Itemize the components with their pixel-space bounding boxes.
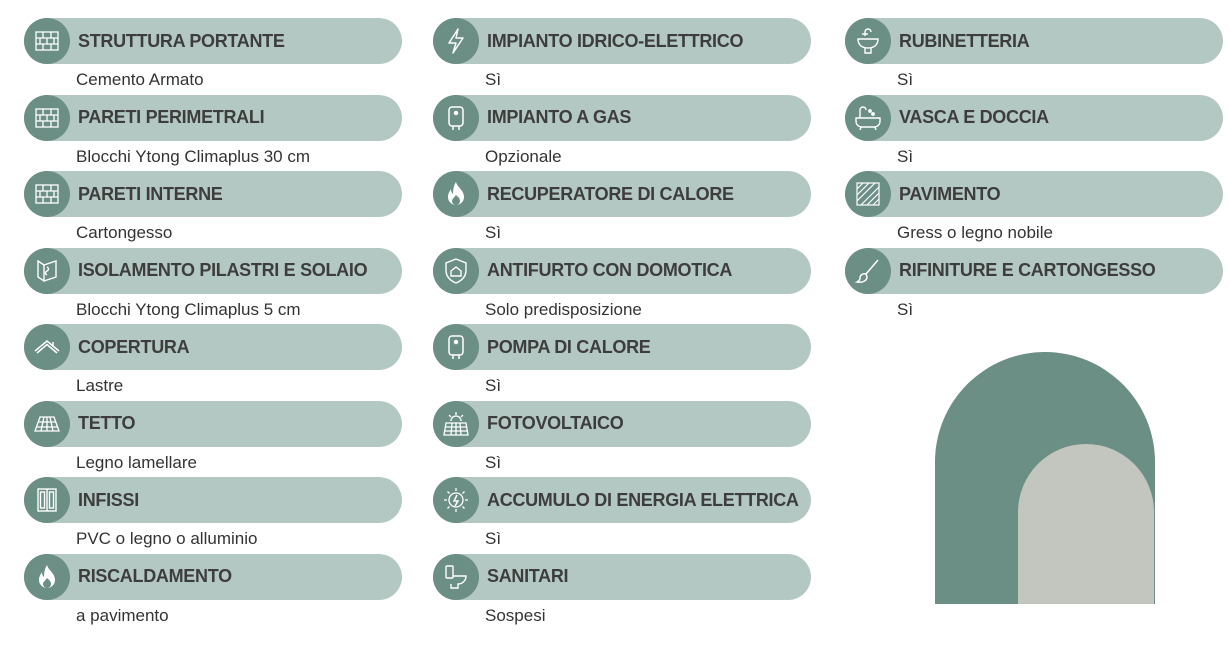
spec-value: Cemento Armato — [76, 70, 204, 89]
spec-value: Cartongesso — [76, 223, 173, 242]
decorative-arch — [935, 352, 1155, 604]
spec-item-infissi — [24, 477, 402, 554]
spec-value: Sì — [485, 376, 502, 395]
flame-icon — [433, 171, 479, 217]
spec-item-impianto-idrico-elettrico — [433, 18, 811, 95]
spec-pill — [24, 18, 402, 64]
spec-value: Sì — [485, 70, 502, 89]
brick-wall-icon — [24, 18, 70, 64]
window-icon — [24, 477, 70, 523]
spec-value: Blocchi Ytong Climaplus 30 cm — [76, 146, 311, 166]
spec-title: COPERTURA — [78, 336, 190, 357]
paintbrush-icon — [845, 248, 891, 294]
spec-pill — [24, 171, 402, 217]
lightning-icon — [433, 18, 479, 64]
spec-title: PARETI PERIMETRALI — [78, 107, 265, 127]
spec-title: IMPIANTO A GAS — [487, 107, 632, 127]
spec-value: Gress o legno nobile — [897, 223, 1053, 242]
spec-value: Sospesi — [485, 605, 546, 625]
spec-item-pareti-perimetrali — [24, 95, 402, 172]
spec-item-rubinetteria — [845, 18, 1223, 95]
spec-pill — [845, 18, 1223, 64]
spec-title: ACCUMULO DI ENERGIA ELETTRICA — [487, 489, 799, 510]
spec-title: IMPIANTO IDRICO-ELETTRICO — [487, 30, 744, 51]
spec-title: RECUPERATORE DI CALORE — [487, 183, 734, 204]
spec-title: PARETI INTERNE — [78, 183, 223, 204]
spec-item-pareti-interne — [24, 171, 402, 248]
spec-value: Legno lamellare — [76, 452, 197, 472]
spec-pill — [433, 95, 811, 141]
boiler-icon — [433, 95, 479, 141]
insulation-icon — [24, 248, 70, 294]
spec-value: Solo predisposizione — [485, 299, 642, 319]
spec-item-accumulo — [433, 477, 811, 554]
spec-pill — [433, 18, 811, 64]
spec-pill — [24, 477, 402, 523]
spec-pill — [433, 248, 811, 294]
spec-title: PAVIMENTO — [899, 183, 1001, 204]
spec-value: Opzionale — [485, 146, 562, 166]
energy-storage-icon — [433, 477, 479, 523]
spec-value: Sì — [897, 146, 914, 166]
spec-value: Sì — [897, 70, 914, 89]
spec-pill — [433, 324, 811, 370]
column-structure — [24, 18, 402, 630]
spec-value: Sì — [485, 529, 502, 548]
spec-pill — [845, 95, 1223, 141]
brick-wall-icon — [24, 95, 70, 141]
spec-value: Sì — [485, 223, 502, 242]
spec-pill — [845, 248, 1223, 294]
spec-pill — [24, 554, 402, 600]
spec-item-copertura — [24, 324, 402, 401]
solar-panel-icon — [433, 401, 479, 447]
spec-item-recuperatore — [433, 171, 811, 248]
spec-item-pompa-calore — [433, 324, 811, 401]
spec-title: RIFINITURE E CARTONGESSO — [899, 260, 1156, 280]
spec-pill — [24, 324, 402, 370]
spec-item-rifiniture — [845, 248, 1223, 325]
spec-title: RISCALDAMENTO — [78, 566, 232, 586]
sink-faucet-icon — [845, 18, 891, 64]
spec-title: ISOLAMENTO PILASTRI E SOLAIO — [78, 260, 368, 280]
spec-value: PVC o legno o alluminio — [76, 529, 258, 548]
spec-value: Sì — [485, 452, 502, 472]
spec-value: a pavimento — [76, 605, 169, 625]
spec-pill — [433, 477, 811, 523]
spec-item-tetto — [24, 401, 402, 478]
arch-inner — [1018, 444, 1154, 604]
spec-item-antifurto — [433, 248, 811, 325]
bathtub-icon — [845, 95, 891, 141]
spec-item-isolamento — [24, 248, 402, 325]
spec-pill — [24, 248, 402, 294]
spec-item-riscaldamento — [24, 554, 402, 631]
boiler-icon — [433, 324, 479, 370]
spec-pill — [433, 171, 811, 217]
spec-item-fotovoltaico — [433, 401, 811, 478]
spec-value: Sì — [897, 299, 914, 319]
toilet-icon — [433, 554, 479, 600]
spec-value: Blocchi Ytong Climaplus 5 cm — [76, 299, 301, 319]
spec-item-vasca-doccia — [845, 95, 1223, 172]
spec-title: VASCA E DOCCIA — [899, 107, 1049, 127]
floor-tiles-icon — [845, 171, 891, 217]
spec-title: POMPA DI CALORE — [487, 336, 651, 357]
shield-home-icon — [433, 248, 479, 294]
spec-title: FOTOVOLTAICO — [487, 413, 624, 433]
roof-tiles-icon — [24, 401, 70, 447]
spec-pill — [433, 554, 811, 600]
column-systems — [433, 18, 811, 630]
spec-pill — [24, 95, 402, 141]
spec-pill — [24, 401, 402, 447]
brick-wall-icon — [24, 171, 70, 217]
spec-title: TETTO — [78, 413, 136, 433]
column-finishes — [845, 18, 1223, 324]
spec-title: ANTIFURTO CON DOMOTICA — [487, 260, 733, 280]
spec-title: INFISSI — [78, 489, 139, 510]
spec-title: STRUTTURA PORTANTE — [78, 30, 285, 51]
flame-icon — [24, 554, 70, 600]
spec-pill — [845, 171, 1223, 217]
roof-icon — [24, 324, 70, 370]
spec-title: RUBINETTERIA — [899, 30, 1030, 51]
spec-item-pavimento — [845, 171, 1223, 248]
spec-pill — [433, 401, 811, 447]
spec-item-struttura-portante — [24, 18, 402, 95]
spec-value: Lastre — [76, 376, 124, 395]
spec-item-sanitari — [433, 554, 811, 631]
spec-item-impianto-gas — [433, 95, 811, 172]
spec-title: SANITARI — [487, 566, 569, 586]
